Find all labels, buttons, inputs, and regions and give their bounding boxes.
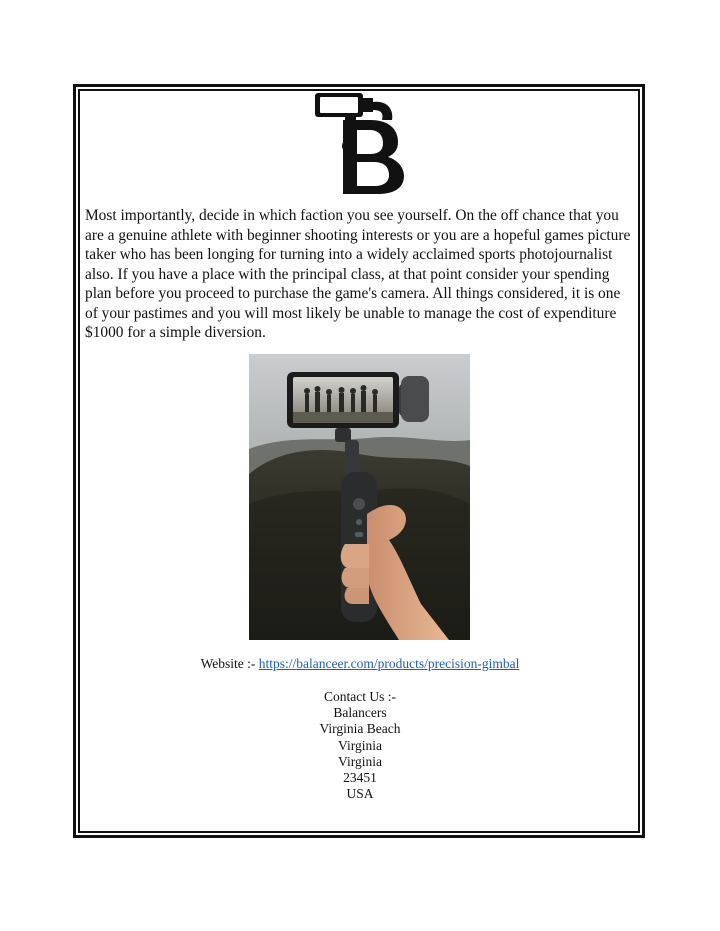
contact-company: Balancers xyxy=(333,705,387,721)
website-link[interactable]: https://balanceer.com/products/precision-gimbal xyxy=(258,656,520,671)
gimbal-photo-illustration xyxy=(249,354,470,640)
contact-zip: 23451 xyxy=(343,770,377,786)
balancers-logo xyxy=(312,90,408,196)
gimbal-b-logo-icon xyxy=(312,90,408,196)
contact-region: Virginia xyxy=(338,753,382,769)
website-label: Website :- xyxy=(200,656,256,671)
contact-state: Virginia xyxy=(338,737,382,753)
website-line xyxy=(80,656,640,672)
contact-city: Virginia Beach xyxy=(319,721,401,737)
contact-heading: Contact Us :- xyxy=(324,689,396,704)
product-photo xyxy=(249,354,470,640)
contact-block xyxy=(80,689,640,802)
contact-country: USA xyxy=(346,786,374,802)
article-paragraph: Most importantly, decide in which faction you see yourself. On the off chance that you are a genuine athlete with beginner shooting interests or you are a hopeful games picture taker who has been longing for turning into a widely acclaimed sports photojournalist also. If you have a place with the principal class, at that point consider your spending plan before you proceed to purchase the game's camera. All things considered, it is one of your pastimes and you will most likely be unable to manage the cost of expenditure $1000 for a simple diversion. xyxy=(85,207,631,341)
